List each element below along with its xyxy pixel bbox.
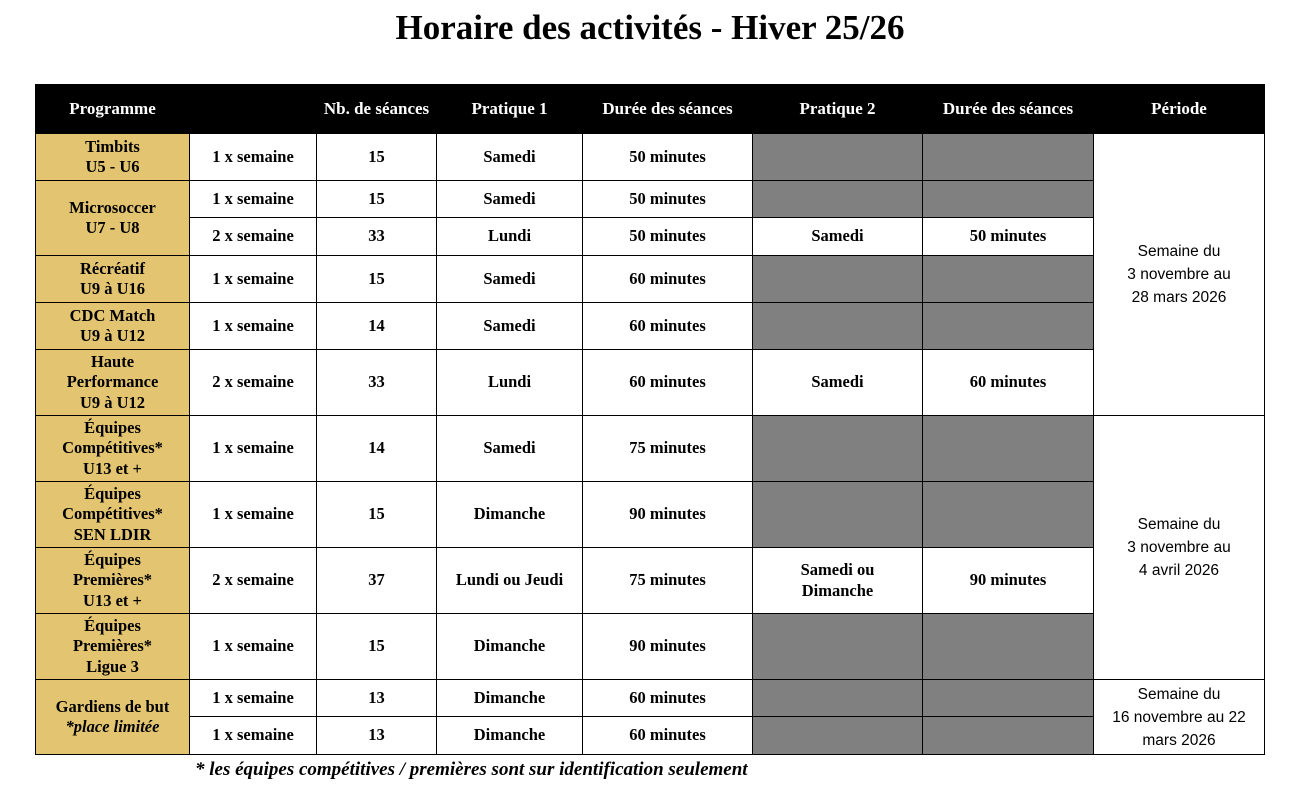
- program-cell: [36, 350, 190, 416]
- practice-1-cell: Samedi: [437, 303, 583, 350]
- practice-2-cell-empty: [753, 303, 923, 350]
- table-row: [36, 416, 1265, 482]
- sessions-cell: 37: [317, 548, 437, 614]
- sessions-cell: 15: [317, 256, 437, 303]
- practice-1-cell: Lundi: [437, 218, 583, 256]
- frequency-cell: 1 x semaine: [190, 256, 317, 303]
- program-line: Équipes: [84, 417, 141, 437]
- sessions-cell: 13: [317, 717, 437, 755]
- schedule-table: [35, 84, 1265, 755]
- practice-1-cell: Lundi: [437, 350, 583, 416]
- table-row: [36, 134, 1265, 181]
- program-line: SEN LDIR: [73, 524, 152, 544]
- duration-1-cell: 90 minutes: [583, 614, 753, 680]
- practice-1-cell: Dimanche: [437, 717, 583, 755]
- program-line: U7 - U8: [85, 218, 140, 237]
- period-cell: [1094, 134, 1265, 416]
- duration-2-cell: 60 minutes: [923, 350, 1094, 416]
- program-line: U9 à U16: [79, 279, 146, 298]
- program-line: U9 à U12: [79, 392, 146, 412]
- table-row: [36, 181, 1265, 218]
- sessions-cell: 14: [317, 303, 437, 350]
- frequency-cell: 1 x semaine: [190, 181, 317, 218]
- program-cell: [36, 181, 190, 256]
- program-cell: [36, 134, 190, 181]
- frequency-cell: 1 x semaine: [190, 482, 317, 548]
- sessions-cell: 15: [317, 482, 437, 548]
- program-line: Premières*: [72, 636, 153, 656]
- duration-1-cell: 50 minutes: [583, 218, 753, 256]
- practice-1-cell: Dimanche: [437, 614, 583, 680]
- sessions-cell: 14: [317, 416, 437, 482]
- program-line: U13 et +: [83, 458, 142, 478]
- duration-2-cell-empty: [923, 303, 1094, 350]
- frequency-cell: 1 x semaine: [190, 134, 317, 181]
- program-line: Haute: [90, 351, 135, 371]
- program-line: U5 - U6: [85, 157, 140, 176]
- duration-1-cell: 50 minutes: [583, 134, 753, 181]
- duration-2-cell: 90 minutes: [923, 548, 1094, 614]
- duration-1-cell: 75 minutes: [583, 416, 753, 482]
- practice-2-cell-empty: [753, 181, 923, 218]
- practice-1-cell: Lundi ou Jeudi: [437, 548, 583, 614]
- duration-1-cell: 60 minutes: [583, 303, 753, 350]
- program-line: Ligue 3: [86, 656, 139, 676]
- duration-2-cell-empty: [923, 134, 1094, 181]
- frequency-cell: 1 x semaine: [190, 717, 317, 755]
- duration-1-cell: 60 minutes: [583, 350, 753, 416]
- program-cell: [36, 416, 190, 482]
- duration-1-cell: 60 minutes: [583, 256, 753, 303]
- table-row: [36, 350, 1265, 416]
- program-line: Compétitives*: [62, 504, 163, 524]
- table-row: [36, 218, 1265, 256]
- practice-2-cell: [753, 548, 923, 614]
- program-cell: [36, 482, 190, 548]
- practice-1-cell: Samedi: [437, 256, 583, 303]
- col-header-practice-1: Pratique 1: [437, 85, 583, 134]
- practice-2-cell-empty: [753, 416, 923, 482]
- sessions-cell: 15: [317, 134, 437, 181]
- period-cell: [1094, 680, 1265, 755]
- duration-1-cell: 60 minutes: [583, 680, 753, 717]
- program-line: U13 et +: [83, 590, 142, 610]
- program-line: Premières*: [72, 570, 153, 590]
- practice-2-cell-empty: [753, 717, 923, 755]
- practice-2-cell-empty: [753, 680, 923, 717]
- period-line: 3 novembre au: [1127, 539, 1231, 556]
- frequency-cell: 1 x semaine: [190, 680, 317, 717]
- duration-2-cell-empty: [923, 614, 1094, 680]
- period-line: mars 2026: [1142, 731, 1216, 749]
- program-line: *place limitée: [65, 717, 160, 736]
- duration-2-cell-empty: [923, 256, 1094, 303]
- program-line: Gardiens de but: [55, 696, 170, 716]
- program-line: Performance: [66, 372, 159, 392]
- duration-2-cell-empty: [923, 416, 1094, 482]
- frequency-cell: 1 x semaine: [190, 416, 317, 482]
- sessions-cell: 33: [317, 350, 437, 416]
- duration-2-cell-empty: [923, 717, 1094, 755]
- practice-2-cell-empty: [753, 256, 923, 303]
- practice-2-cell-empty: [753, 614, 923, 680]
- program-cell: [36, 303, 190, 350]
- period-line: 3 novembre au: [1127, 266, 1231, 283]
- period-line: Semaine du: [1137, 516, 1221, 533]
- program-cell: [36, 680, 190, 755]
- page-title: Horaire des activités - Hiver 25/26: [395, 8, 905, 47]
- col-header-practice-2: Pratique 2: [753, 85, 923, 134]
- program-line: Équipes: [84, 483, 141, 503]
- practice-2-line: Dimanche: [801, 580, 874, 600]
- practice-1-cell: Samedi: [437, 134, 583, 181]
- duration-2-cell-empty: [923, 680, 1094, 717]
- duration-2-cell-empty: [923, 181, 1094, 218]
- col-header-duration-2: Durée des séances: [923, 85, 1094, 134]
- practice-1-cell: Samedi: [437, 416, 583, 482]
- footnote: * les équipes compétitives / premières sont sur identification seulement: [195, 759, 748, 780]
- program-line: U9 à U12: [79, 326, 146, 345]
- table-row: [36, 680, 1265, 717]
- program-line: Équipes: [84, 615, 141, 635]
- practice-1-cell: Dimanche: [437, 680, 583, 717]
- table-row: [36, 303, 1265, 350]
- frequency-cell: 1 x semaine: [190, 303, 317, 350]
- period-line: 16 novembre au 22: [1112, 708, 1246, 726]
- period-line: Semaine du: [1137, 685, 1221, 703]
- duration-1-cell: 50 minutes: [583, 181, 753, 218]
- practice-2-cell: Samedi: [753, 350, 923, 416]
- header-row: [36, 85, 1265, 134]
- table-row: [36, 548, 1265, 614]
- duration-2-cell-empty: [923, 482, 1094, 548]
- practice-2-cell-empty: [753, 134, 923, 181]
- frequency-cell: 1 x semaine: [190, 614, 317, 680]
- duration-2-cell: 50 minutes: [923, 218, 1094, 256]
- table-row: [36, 717, 1265, 755]
- practice-1-cell: Dimanche: [437, 482, 583, 548]
- program-line: Microsoccer: [69, 197, 156, 217]
- sessions-cell: 15: [317, 614, 437, 680]
- period-line: Semaine du: [1137, 243, 1221, 260]
- program-cell: [36, 256, 190, 303]
- program-line: Timbits: [85, 136, 140, 156]
- frequency-cell: 2 x semaine: [190, 350, 317, 416]
- duration-1-cell: 75 minutes: [583, 548, 753, 614]
- program-cell: [36, 548, 190, 614]
- col-header-programme: Programme: [36, 85, 190, 134]
- practice-1-cell: Samedi: [437, 181, 583, 218]
- sessions-cell: 13: [317, 680, 437, 717]
- duration-1-cell: 90 minutes: [583, 482, 753, 548]
- duration-1-cell: 60 minutes: [583, 717, 753, 755]
- sessions-cell: 15: [317, 181, 437, 218]
- col-header-sessions: Nb. de séances: [317, 85, 437, 134]
- program-line: Équipes: [84, 549, 141, 569]
- program-line: Compétitives*: [62, 438, 163, 458]
- table-row: [36, 614, 1265, 680]
- table-row: [36, 482, 1265, 548]
- period-line: 4 avril 2026: [1138, 562, 1220, 579]
- sessions-cell: 33: [317, 218, 437, 256]
- program-cell: [36, 614, 190, 680]
- col-header-frequency: [190, 85, 317, 134]
- col-header-duration-1: Durée des séances: [583, 85, 753, 134]
- practice-2-cell-empty: [753, 482, 923, 548]
- practice-2-cell: Samedi: [753, 218, 923, 256]
- col-header-period: Période: [1094, 85, 1265, 134]
- program-line: Récréatif: [79, 258, 146, 278]
- frequency-cell: 2 x semaine: [190, 548, 317, 614]
- program-line: CDC Match: [69, 305, 156, 325]
- period-cell: [1094, 416, 1265, 680]
- frequency-cell: 2 x semaine: [190, 218, 317, 256]
- practice-2-line: Samedi ou: [800, 560, 875, 579]
- period-line: 28 mars 2026: [1131, 289, 1227, 306]
- table-row: [36, 256, 1265, 303]
